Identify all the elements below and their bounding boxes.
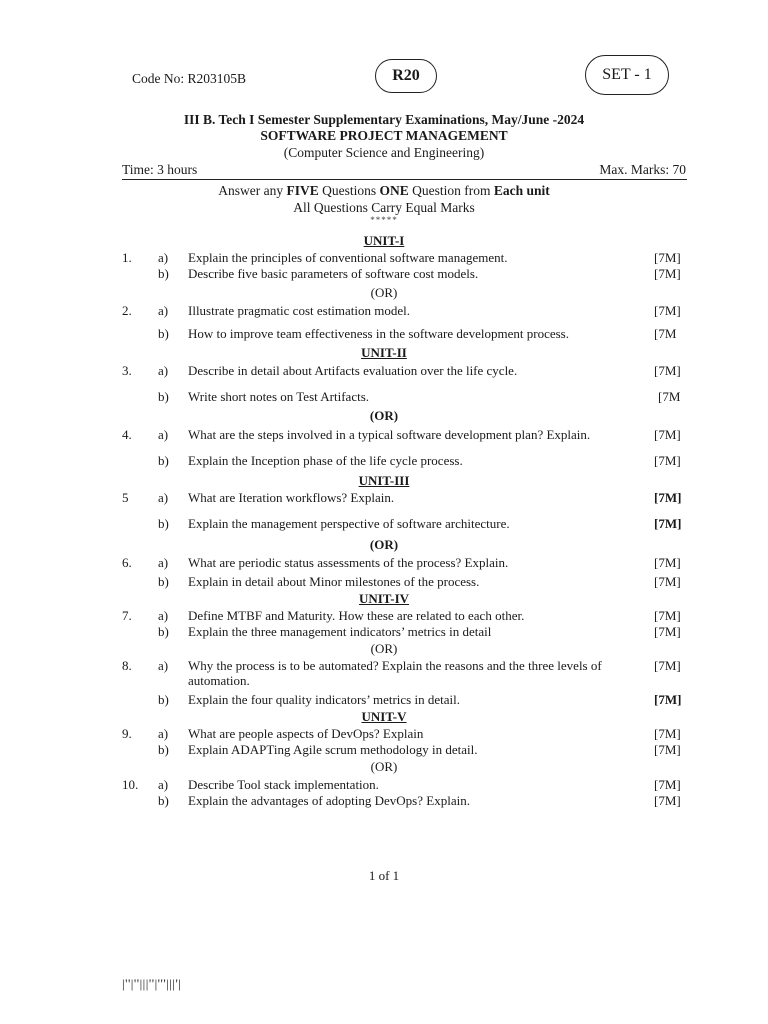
instruction-line-2: All Questions Carry Equal Marks xyxy=(293,200,475,215)
exam-title: III B. Tech I Semester Supplementary Examinations, May/June -2024 xyxy=(183,112,585,127)
subject-title: SOFTWARE PROJECT MANAGEMENT xyxy=(260,128,508,143)
or-separator: (OR) xyxy=(370,641,398,656)
set-badge: SET - 1 xyxy=(585,55,669,95)
or-separator: (OR) xyxy=(369,408,399,423)
unit-heading: UNIT-II xyxy=(361,345,407,360)
exam-time: Time: 3 hours xyxy=(122,162,198,177)
instruction-line-1: Answer any FIVE Questions ONE Question from Each unit xyxy=(218,183,550,198)
regulation-badge: R20 xyxy=(375,59,437,93)
barcode-text: |''|''|||''|'''|||'| xyxy=(122,976,182,991)
separator-stars: ***** xyxy=(370,215,398,225)
max-marks: Max. Marks: 70 xyxy=(599,162,686,177)
or-separator: (OR) xyxy=(370,759,398,774)
code-number: Code No: R203105B xyxy=(132,71,247,86)
unit-heading: UNIT-IV xyxy=(358,591,410,606)
unit-heading: UNIT-I xyxy=(363,233,405,248)
page-number: 1 of 1 xyxy=(368,868,400,883)
header-divider xyxy=(122,179,687,180)
branch-title: (Computer Science and Engineering) xyxy=(283,145,485,160)
unit-heading: UNIT-V xyxy=(361,709,407,724)
or-separator: (OR) xyxy=(369,537,399,552)
or-separator: (OR) xyxy=(370,285,398,300)
unit-heading: UNIT-III xyxy=(358,473,410,488)
